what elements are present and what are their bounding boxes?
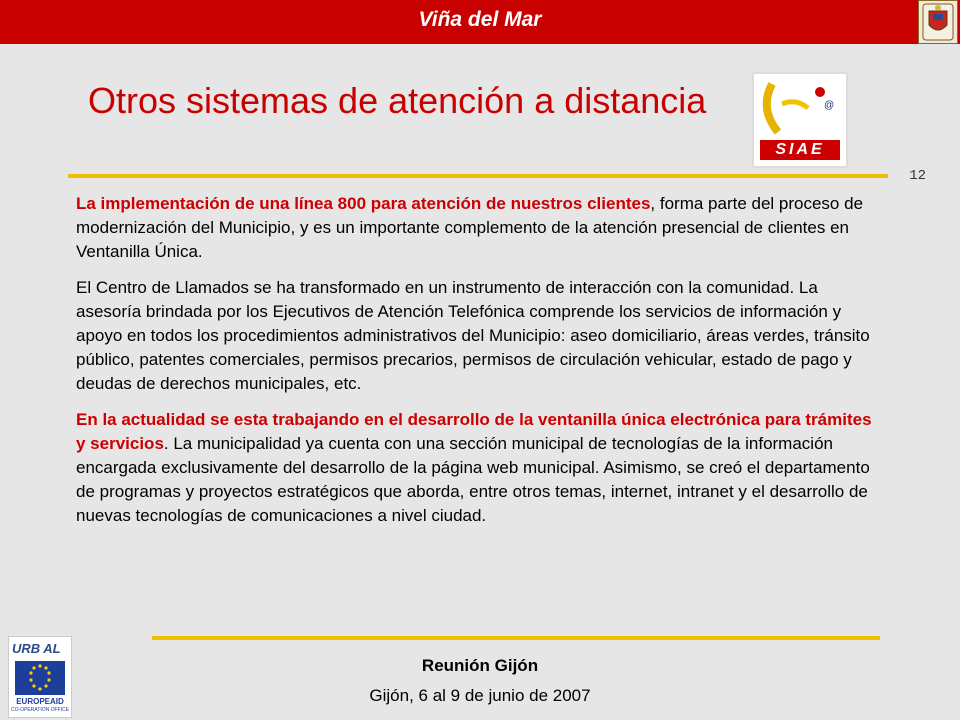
event-date: Gijón, 6 al 9 de junio de 2007 [369,686,591,705]
siae-logo-icon [752,72,848,168]
header-bar [0,0,960,44]
paragraph-2-text: El Centro de Llamados se ha transformado en un instrumento de interacción con la comunidad. La asesoría brindada por los Ejecutivos de Atención Telefónica comprende los servicios de información y apoyo en todos los procedimientos administrativos del Municipio: aseo domiciliario, áreas verdes, tránsito público, patentes comerciales, permisos precarios, permisos de circulación vehicular, estado de pago y deudas de derechos municipales, etc. [76,278,870,393]
paragraph-1-highlight: La implementación de una línea 800 para atención de nuestros clientes [76,194,651,213]
paragraph-3-highlight: En la actualidad se esta trabajando en el desarrollo de la ventanilla única electrónica para trámites y servicios [76,410,872,453]
page-number: 12 [909,168,926,184]
paragraph-1 [76,192,884,264]
content-body [76,192,884,540]
paragraph-2 [76,276,884,396]
page-title: Otros sistemas de atención a distancia [88,80,707,121]
paragraph-3-text: . La municipalidad ya cuenta con una sección municipal de tecnologías de la información encargada exclusivamente del desarrollo de la página web municipal. Asimismo, se creó el departamento de programas y proyectos estratégicos que aborda, entre otros temas, internet, intranet y el desarrollo de nuevas tecnologías de comunicaciones a nivel ciudad. [76,434,870,525]
paragraph-1-text: , forma parte del proceso de modernización del Municipio, y es un importante complemento de la atención presencial de clientes en Ventanilla Única. [76,194,864,261]
bottom-divider [152,636,880,640]
header-title: Viña del Mar [418,8,542,31]
urbal-logo-text: URB AL [12,641,61,656]
top-divider [68,174,888,178]
city-crest-icon [918,0,958,44]
siae-logo-text: SIAE [760,140,840,160]
svg-text:@: @ [824,100,835,111]
urbal-europeaid-logo-icon [8,636,72,718]
paragraph-3 [76,408,884,528]
europeaid-text: EUROPEAID [16,697,64,706]
cooperation-office-text: CO-OPERATION OFFICE [11,707,69,713]
event-title: Reunión Gijón [421,656,539,675]
eu-flag-icon [15,661,65,695]
